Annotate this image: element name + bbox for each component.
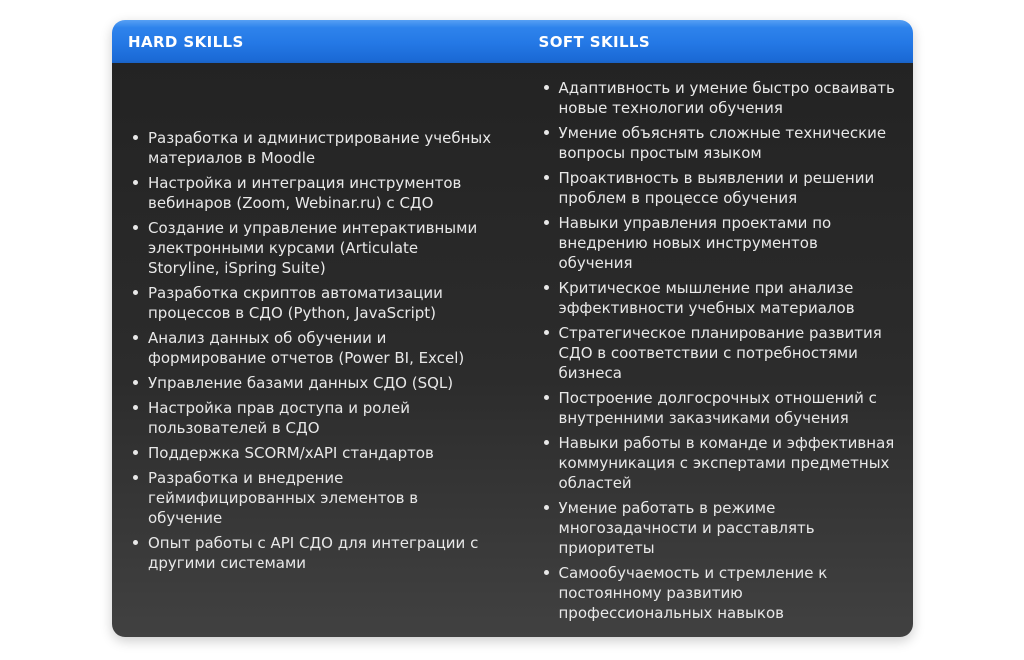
hard-skills-list <box>112 128 513 573</box>
list-item <box>133 218 493 278</box>
skill-text: Самообучаемость и стремление к постоянному развитию профессиональных навыков <box>558 563 828 622</box>
list-item <box>544 323 896 383</box>
bullet-icon <box>133 450 138 455</box>
skill-text: Разработка скриптов автоматизации процессов в СДО (Python, JavaScript) <box>148 283 443 322</box>
skill-text: Создание и управление интерактивными электронными курсами (Articulate Storyline, iSpring Suite) <box>148 218 478 277</box>
bullet-icon <box>544 85 549 90</box>
bullet-icon <box>544 505 549 510</box>
skill-text: Стратегическое планирование развития СДО в соответствии с потребностями бизнеса <box>558 323 882 382</box>
skills-comparison-card <box>112 20 913 637</box>
bullet-icon <box>544 130 549 135</box>
list-item <box>133 398 493 438</box>
list-item <box>544 168 896 208</box>
list-item <box>133 533 493 573</box>
bullet-icon <box>133 290 138 295</box>
list-item <box>544 498 896 558</box>
bullet-icon <box>133 405 138 410</box>
list-item <box>544 78 896 118</box>
skill-text: Умение объяснять сложные технические вопросы простым языком <box>558 123 887 162</box>
skill-text: Настройка и интеграция инструментов вебинаров (Zoom, Webinar.ru) с СДО <box>148 173 462 212</box>
hard-skills-column <box>112 63 513 637</box>
bullet-icon <box>544 220 549 225</box>
list-item <box>133 373 493 393</box>
skill-text: Поддержка SCORM/xAPI стандартов <box>148 443 434 462</box>
skill-text: Разработка и внедрение геймифицированных элементов в обучение <box>148 468 419 527</box>
skill-text: Построение долгосрочных отношений с внутренними заказчиками обучения <box>558 388 877 427</box>
list-item <box>544 563 896 623</box>
bullet-icon <box>544 570 549 575</box>
list-item <box>133 128 493 168</box>
card-body <box>112 63 913 637</box>
bullet-icon <box>544 175 549 180</box>
list-item <box>133 283 493 323</box>
bullet-icon <box>133 335 138 340</box>
bullet-icon <box>544 285 549 290</box>
list-item <box>133 468 493 528</box>
soft-skills-header: SOFT SKILLS <box>538 32 651 51</box>
bullet-icon <box>133 225 138 230</box>
skill-text: Управление базами данных СДО (SQL) <box>148 373 454 392</box>
skill-text: Анализ данных об обучении и формирование отчетов (Power BI, Excel) <box>148 328 465 367</box>
bullet-icon <box>544 330 549 335</box>
hard-skills-header: HARD SKILLS <box>128 32 244 51</box>
skill-text: Навыки управления проектами по внедрению новых инструментов обучения <box>558 213 832 272</box>
skill-text: Критическое мышление при анализе эффективности учебных материалов <box>558 278 855 317</box>
bullet-icon <box>133 475 138 480</box>
skill-text: Умение работать в режиме многозадачности и расставлять приоритеты <box>558 498 815 557</box>
skill-text: Разработка и администрирование учебных материалов в Moodle <box>148 128 492 167</box>
skill-text: Опыт работы с API СДО для интеграции с другими системами <box>148 533 479 572</box>
skill-text: Проактивность в выявлении и решении проблем в процессе обучения <box>558 168 875 207</box>
list-item <box>544 388 896 428</box>
card-header <box>112 20 913 63</box>
soft-skills-list <box>513 78 914 623</box>
list-item <box>544 278 896 318</box>
list-item <box>133 173 493 213</box>
skill-text: Адаптивность и умение быстро осваивать новые технологии обучения <box>558 78 895 117</box>
list-item <box>544 213 896 273</box>
list-item <box>544 123 896 163</box>
bullet-icon <box>133 135 138 140</box>
skill-text: Навыки работы в команде и эффективная коммуникация с экспертами предметных областей <box>558 433 895 492</box>
bullet-icon <box>544 395 549 400</box>
list-item <box>133 443 493 463</box>
bullet-icon <box>133 540 138 545</box>
bullet-icon <box>133 180 138 185</box>
list-item <box>544 433 896 493</box>
soft-skills-column <box>513 63 914 637</box>
list-item <box>133 328 493 368</box>
bullet-icon <box>133 380 138 385</box>
skill-text: Настройка прав доступа и ролей пользователей в СДО <box>148 398 411 437</box>
bullet-icon <box>544 440 549 445</box>
